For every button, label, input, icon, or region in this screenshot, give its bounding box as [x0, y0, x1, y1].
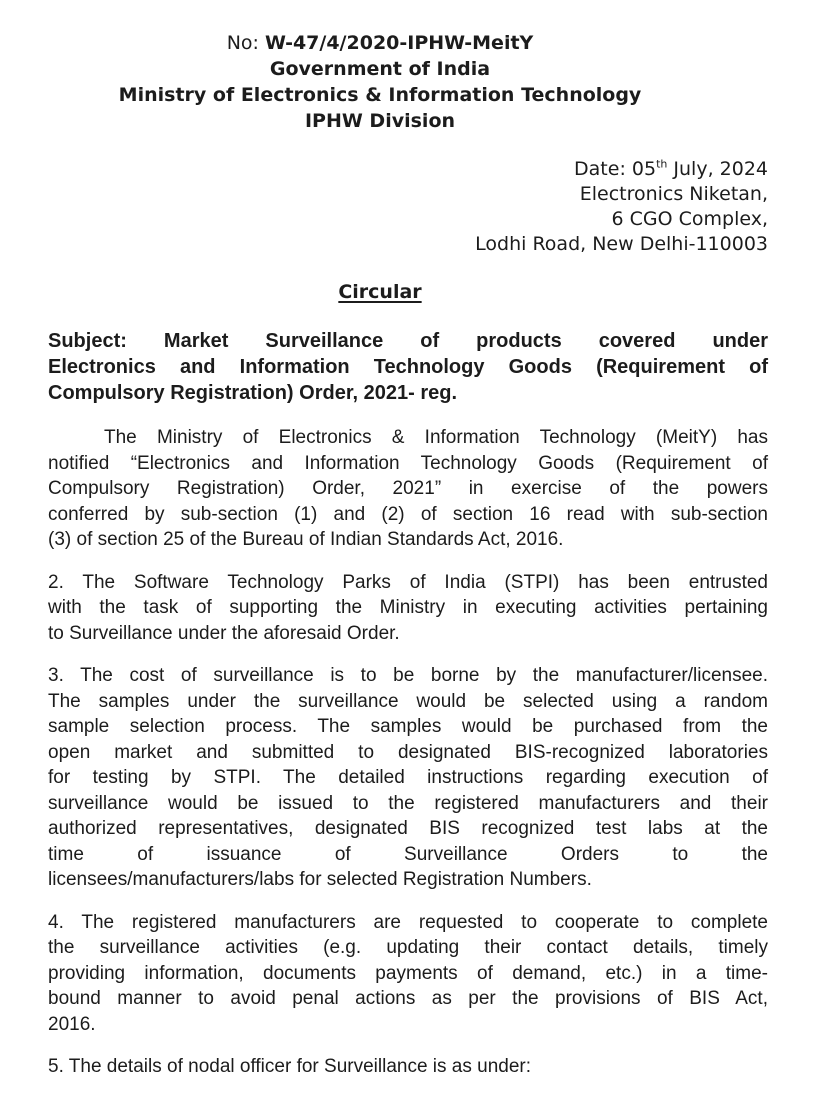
- ministry-name: Ministry of Electronics & Information Technology: [118, 84, 642, 106]
- text-line: open market and submitted to designated BIS-recognized laboratories: [48, 741, 768, 763]
- circular-title: [48, 279, 712, 305]
- doc-ref-number: W-47/4/2020-IPHW-MeitY: [264, 32, 534, 54]
- text-line: licensees/manufacturers/labs for selected Registration Numbers.: [48, 869, 592, 890]
- org-name: Government of India: [269, 58, 491, 80]
- text-line: notified “Electronics and Information Technology Goods (Requirement of: [48, 452, 768, 474]
- text-line: Compulsory Registration) Order, 2021- reg.: [48, 382, 457, 404]
- date-text-rest: July, 2024: [667, 158, 768, 180]
- division-name: IPHW Division: [304, 110, 456, 132]
- date-ordinal-suffix: th: [656, 157, 668, 171]
- subject-block: [48, 328, 768, 406]
- text-line: 3. The cost of surveillance is to be borne by the manufacturer/licensee.: [48, 665, 768, 686]
- text-line: providing information, documents payments of demand, etc.) in a time-: [48, 962, 768, 984]
- text-line: 2. The Software Technology Parks of India (STPI) has been entrusted: [48, 571, 768, 593]
- circular-title-text: Circular: [338, 281, 422, 303]
- text-line: conferred by sub-section (1) and (2) of section 16 read with sub-section: [48, 503, 768, 525]
- text-line: authorized representatives, designated BIS recognized test labs at the: [48, 818, 768, 839]
- paragraph-4: [48, 910, 768, 1038]
- text-line: The samples under the surveillance would be selected using a random: [48, 690, 768, 712]
- text-line: time of issuance of Surveillance Orders to the: [48, 843, 768, 865]
- doc-ref: [48, 30, 712, 56]
- text-line: 2016.: [48, 1013, 96, 1035]
- text-line: the surveillance activities (e.g. updating their contact details, timely: [48, 937, 768, 958]
- paragraph-1: [48, 425, 768, 553]
- text-line: sample selection process. The samples would be purchased from the: [48, 716, 768, 737]
- text-line: 5. The details of nodal officer for Surveillance is as under:: [48, 1056, 532, 1077]
- text-line: with the task of supporting the Ministry in executing activities pertaining: [48, 597, 768, 618]
- letterhead: [48, 30, 712, 134]
- paragraph-2: [48, 570, 768, 647]
- date-text: Date: 05: [574, 158, 657, 180]
- text-line: Subject: Market Surveillance of products covered under: [48, 330, 768, 352]
- text-line: surveillance would be issued to the registered manufacturers and their: [48, 792, 768, 814]
- text-line: Compulsory Registration) Order, 2021” in exercise of the powers: [48, 478, 768, 499]
- text-line: (3) of section 25 of the Bureau of Indian Standards Act, 2016.: [48, 529, 564, 550]
- paragraph-3: [48, 663, 768, 893]
- text-line: for testing by STPI. The detailed instructions regarding execution of: [48, 767, 768, 788]
- paragraph-5: [48, 1054, 768, 1080]
- text-line: The Ministry of Electronics & Information Technology (MeitY) has: [104, 427, 768, 448]
- date-address-block: [48, 157, 768, 257]
- text-line: 4. The registered manufacturers are requested to cooperate to complete: [48, 911, 768, 933]
- doc-ref-prefix: No:: [226, 32, 265, 54]
- address-line: Lodhi Road, New Delhi-110003: [475, 233, 768, 255]
- text-line: bound manner to avoid penal actions as per the provisions of BIS Act,: [48, 988, 768, 1009]
- address-line: 6 CGO Complex,: [611, 208, 768, 230]
- text-line: Electronics and Information Technology Goods (Requirement of: [48, 356, 768, 378]
- text-line: to Surveillance under the aforesaid Order.: [48, 622, 400, 644]
- date-line: [48, 157, 768, 182]
- address-line: Electronics Niketan,: [579, 183, 768, 205]
